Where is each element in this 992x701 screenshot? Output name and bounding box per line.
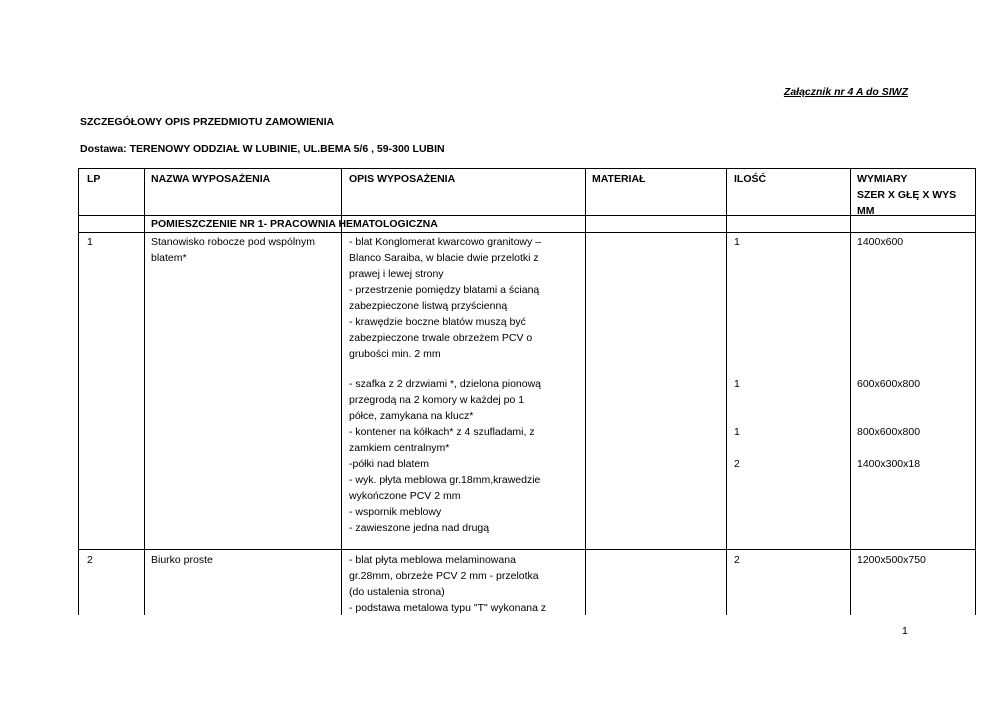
- row-1-dims-shelves: 1400x300x18: [857, 458, 921, 470]
- row-1-dims-worktop: 1400x600: [857, 236, 904, 248]
- row-1-dims-container: 800x600x800: [857, 426, 921, 438]
- header-dimensions: WYMIARY SZER X GŁĘ X WYS MM: [857, 173, 957, 217]
- row-1-lp: 1: [87, 236, 93, 248]
- annex-label: Załącznik nr 4 A do SIWZ: [783, 86, 908, 98]
- header-material: MATERIAŁ: [592, 173, 646, 185]
- header-description: OPIS WYPOSAŻENIA: [349, 173, 456, 185]
- page-number: 1: [902, 625, 908, 637]
- row-2-qty: 2: [734, 554, 740, 566]
- row-1-qty-worktop: 1: [734, 236, 740, 248]
- row-2-lp: 2: [87, 554, 93, 566]
- row-1-qty-cabinet: 1: [734, 378, 740, 390]
- row-divider: [79, 549, 975, 550]
- equipment-table: [78, 168, 976, 615]
- row-2-description: - blat płyta meblowa melaminowana gr.28mm, obrzeże PCV 2 mm - przelotka (do ustalenia strona) - podstawa metalowa typu "T" wykonana z: [349, 554, 547, 614]
- row-2-dims: 1200x500x750: [857, 554, 926, 566]
- row-1-qty-shelves: 2: [734, 458, 740, 470]
- row-1-name: Stanowisko robocze pod wspólnym blatem*: [151, 236, 316, 264]
- header-quantity: ILOŚĆ: [734, 173, 767, 185]
- header-name: NAZWA WYPOSAŻENIA: [151, 173, 271, 185]
- row-divider: [79, 215, 975, 216]
- row-1-description-worktop: - blat Konglomerat kwarcowo granitowy – Blanco Saraiba, w blacie dwie przelotki z prawej i lewej strony - przestrzenie pomiędzy blatami a ścianą zabezpieczone listwą przyścienną - krawędzie boczne blatów muszą być zabezpieczone trwale obrzeżem PCV o grubości min. 2 mm: [349, 236, 542, 360]
- row-divider: [79, 232, 975, 233]
- header-lp: LP: [87, 173, 101, 185]
- row-1-description-cabinets: - szafka z 2 drzwiami *, dzielona pionową przegrodą na 2 komory w każdej po 1 półce, zamykana na klucz* - kontener na kółkach* z 4 szufladami, z zamkiem centralnym* -półki nad blatem - wyk. płyta meblowa gr.18mm,krawedzie wykończone PCV 2 mm - wspornik meblowy - zawieszone jedna nad drugą: [349, 378, 542, 534]
- section-title: POMIESZCZENIE NR 1- PRACOWNIA HEMATOLOGICZNA: [151, 218, 438, 230]
- row-1-qty-container: 1: [734, 426, 740, 438]
- row-1-dims-cabinet: 600x600x800: [857, 378, 921, 390]
- document-heading: SZCZEGÓŁOWY OPIS PRZEDMIOTU ZAMOWIENIA: [80, 116, 335, 128]
- row-2-name: Biurko proste: [151, 554, 213, 566]
- delivery-address: Dostawa: TERENOWY ODDZIAŁ W LUBINIE, UL.BEMA 5/6 , 59-300 LUBIN: [80, 143, 445, 155]
